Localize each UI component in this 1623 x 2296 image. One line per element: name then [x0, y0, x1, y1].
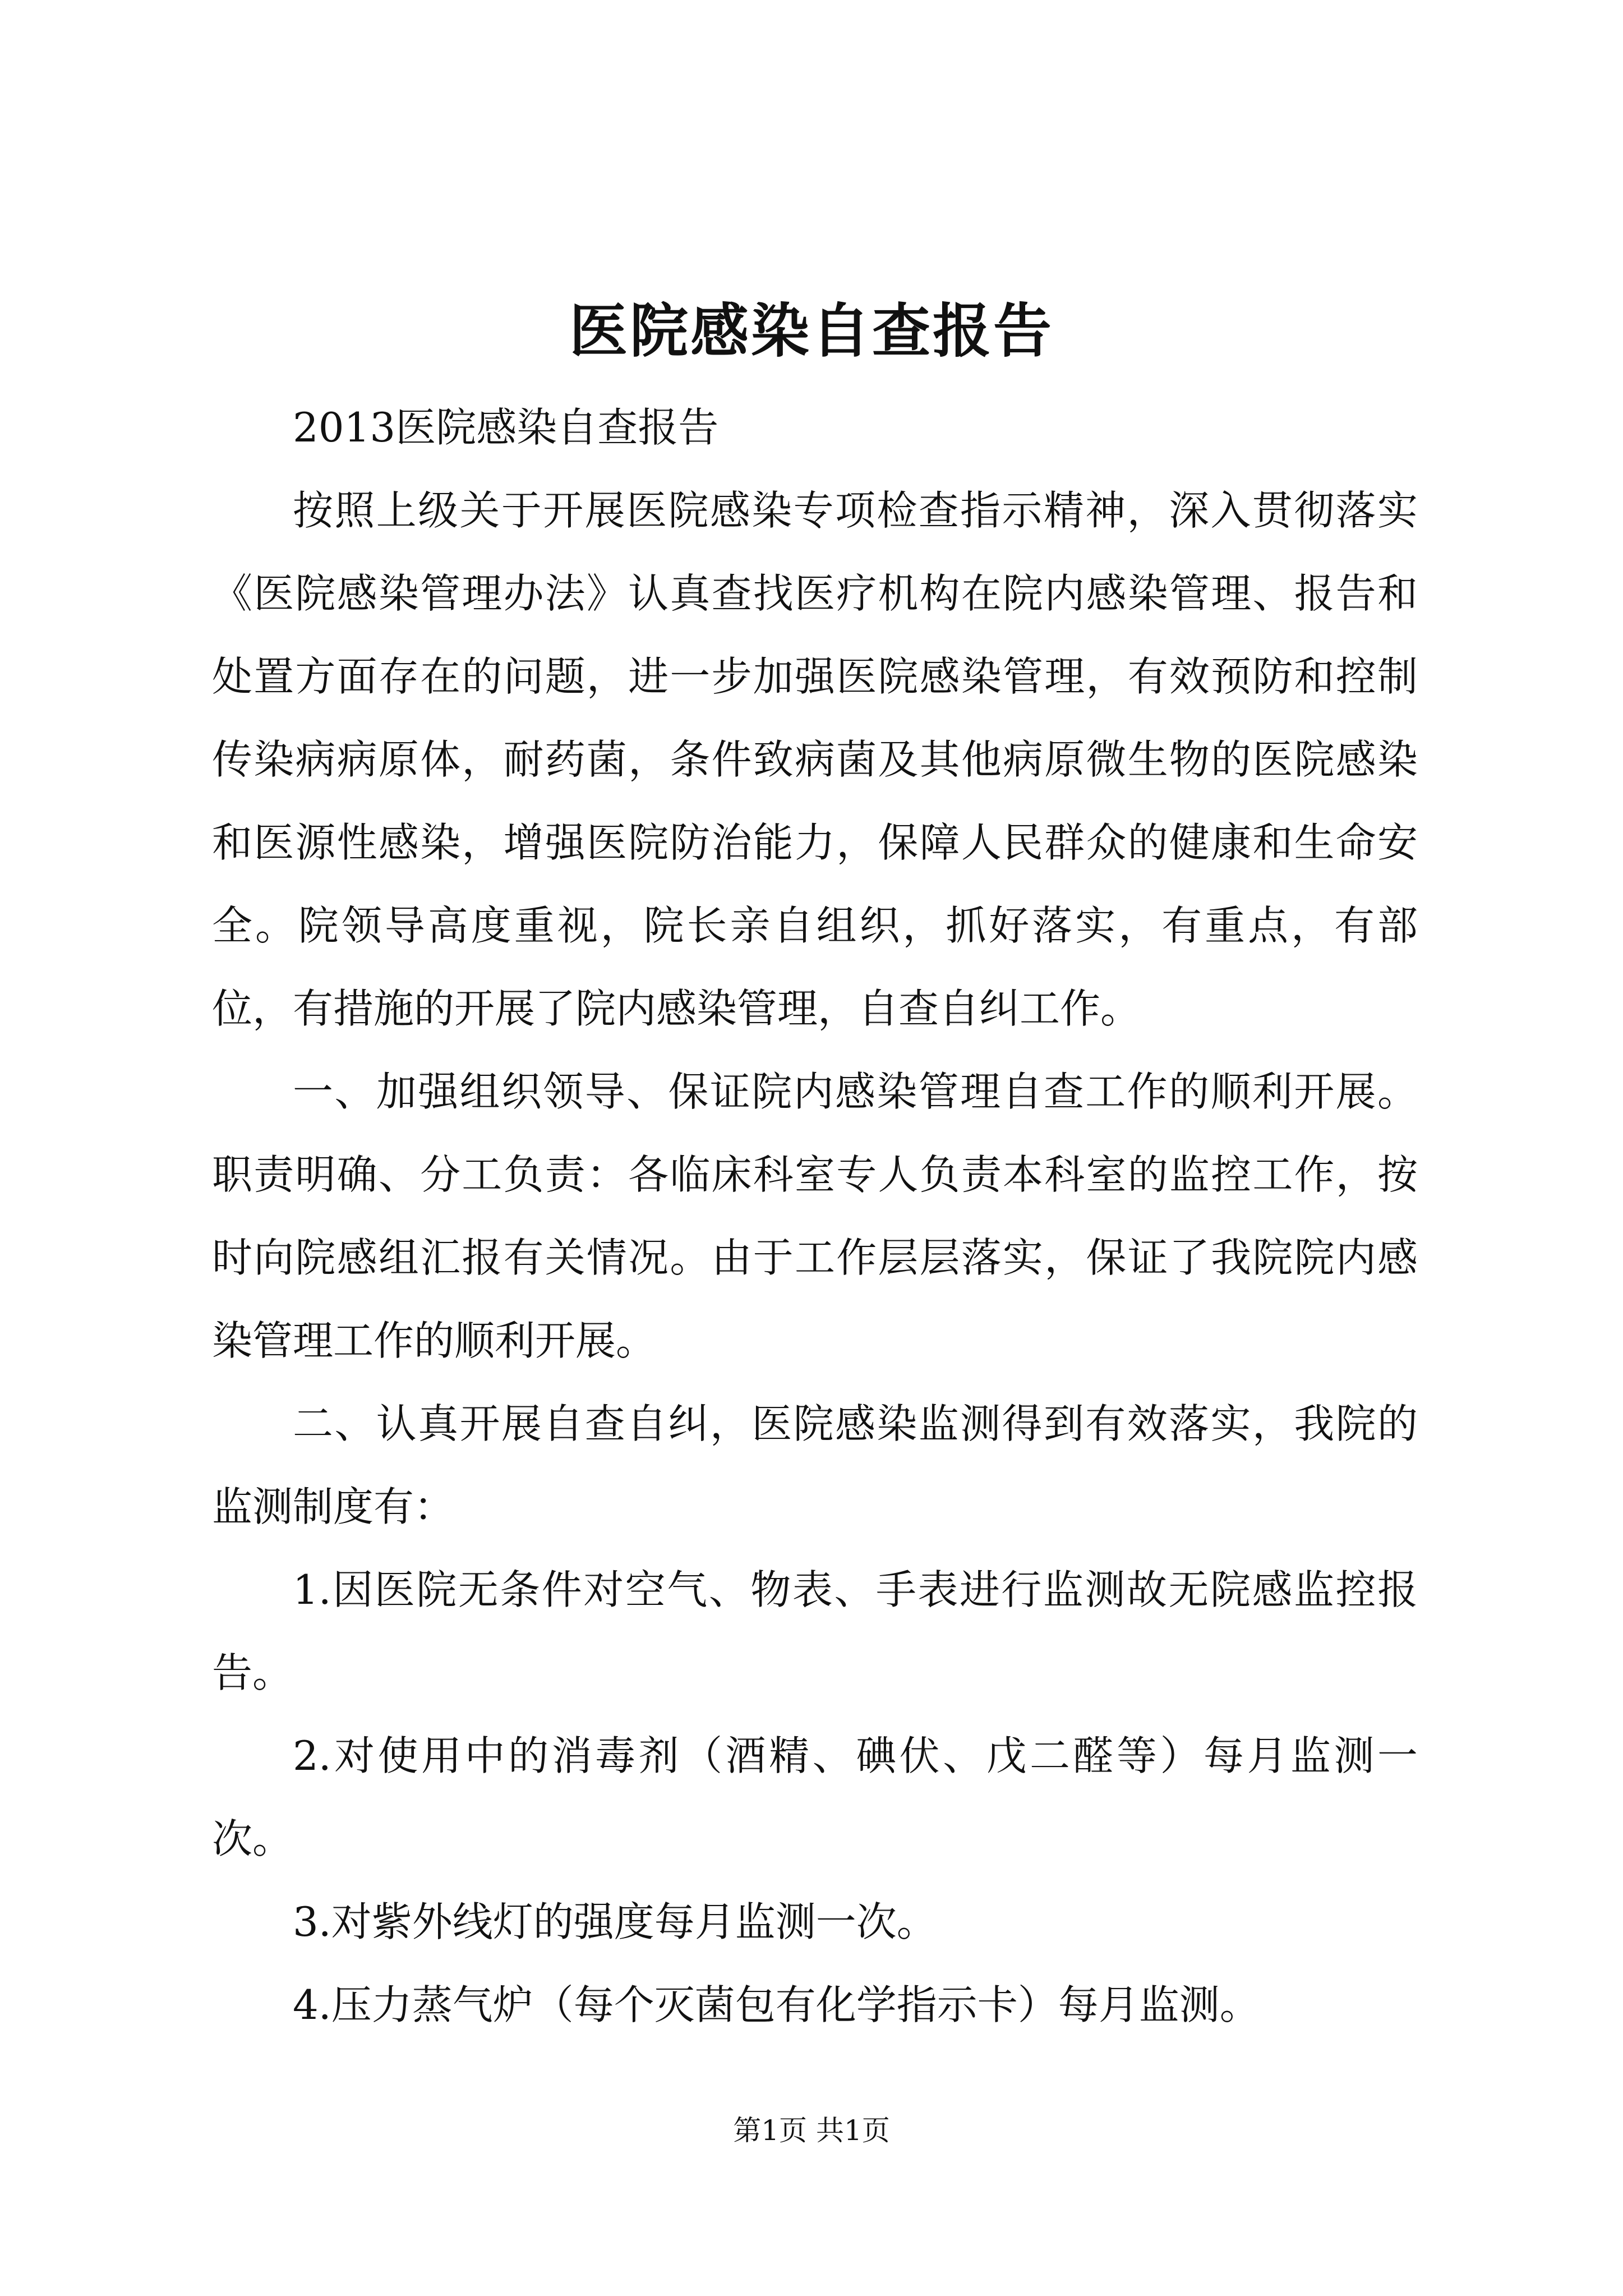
- paragraph-intro: 按照上级关于开展医院感染专项检查指示精神，深入贯彻落实《医院感染管理办法》认真查找医疗机构在院内感染管理、报告和处置方面存在的问题，进一步加强医院感染管理，有效预防和控制传染病病原体，耐药菌，条件致病菌及其他病原微生物的医院感染和医源性感染，增强医院防治能力，保障人民群众的健康和生命安全。院领导高度重视，院长亲自组织，抓好落实，有重点，有部位，有措施的开展了院内感染管理，自查自纠工作。: [212, 487, 1418, 1032]
- paragraph-item-3: 3.对紫外线灯的强度每月监测一次。: [293, 1898, 937, 1945]
- paragraph-item-4: 4.压力蒸气炉（每个灭菌包有化学指示卡）每月监测。: [293, 1981, 1260, 2028]
- paragraph-item-2: 2.对使用中的消毒剂（酒精、碘伏、戊二醛等）每月监测一次。: [212, 1732, 1418, 1862]
- paragraph-subtitle: 2013医院感染自查报告: [293, 404, 719, 451]
- paragraph-item-1: 1.因医院无条件对空气、物表、手表进行监测故无院感监控报告。: [212, 1566, 1418, 1696]
- document-title: 医院感染自查报告: [569, 296, 1054, 365]
- paragraph-section-2: 二、认真开展自查自纠，医院感染监测得到有效落实，我院的监测制度有：: [212, 1400, 1418, 1530]
- paragraph-section-1: 一、加强组织领导、保证院内感染管理自查工作的顺利开展。职责明确、分工负责：各临床科室专人负责本科室的监控工作，按时向院感组汇报有关情况。由于工作层层落实，保证了我院院内感染管理工作的顺利开展。: [212, 1068, 1418, 1364]
- page-footer: 第1页 共1页: [733, 2114, 890, 2147]
- document-body: [212, 386, 1418, 2046]
